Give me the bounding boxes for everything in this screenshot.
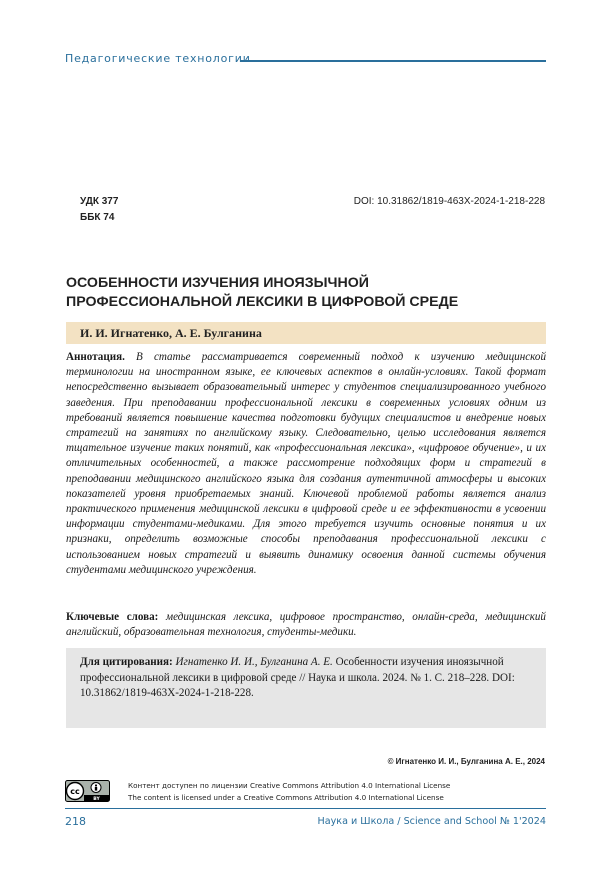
abstract-label: Аннотация. bbox=[66, 351, 125, 363]
license-en: The content is licensed under a Creative Commons Attribution 4.0 International License bbox=[128, 793, 444, 802]
abstract-text: В статье рассматривается современный подход к изучению медицинской терминологии на иностранном языке, ее ключевых аспектов в онлайн-условиях. Такой формат непосредственно вызывает образовательный интерес у студентов специализированного учебного заведения. При преподавании профессиональной лексики в современных условиях одним из требований является повышение качества подготовки будущих специалистов и внедрение новых стратегий на занятиях по английскому языку. Следовательно, целью исследования является тщательное изучение таких понятий, как «профессиональная лексика», «цифровое обучение», и их отличительных особенностей, а также рассмотрение подходящих форм и стратегий в преподавании медицинского английского языка для создания аутентичной атмосферы и высоких показателей уровня приобретаемых знаний. Ключевой проблемой работы является анализ практического применения медицинской лексики в цифровой среде и ее эффективности в усвоении информации студентами-медиками. Для этого требуется изучить основные понятия и их признаки, определить возможные способы преподавания профессиональной лексики с использованием новых стратегий и выявить динамику освоения данной системы обучения студентами медицинского учреждения. bbox=[66, 351, 546, 576]
bbk-code: ББК 74 bbox=[80, 212, 115, 223]
citation bbox=[80, 655, 536, 702]
doi[interactable]: DOI: 10.31862/1819-463X-2024-1-218-228 bbox=[353, 196, 545, 207]
page-number: 218 bbox=[65, 815, 86, 828]
section-tag: Педагогические технологии bbox=[65, 52, 251, 65]
copyright: © Игнатенко И. И., Булганина А. Е., 2024 bbox=[387, 757, 545, 766]
cc-by-license-icon[interactable] bbox=[65, 780, 110, 802]
license-ru: Контент доступен по лицензии Creative Commons Attribution 4.0 International License bbox=[128, 781, 451, 790]
footer-rule bbox=[65, 808, 546, 809]
citation-authors: Игнатенко И. И., Булганина А. Е. bbox=[175, 656, 333, 668]
title-line-2: ПРОФЕССИОНАЛЬНОЙ ЛЕКСИКИ В ЦИФРОВОЙ СРЕДЕ bbox=[66, 294, 459, 310]
keywords bbox=[66, 610, 546, 640]
title-line-1: ОСОБЕННОСТИ ИЗУЧЕНИЯ ИНОЯЗЫЧНОЙ bbox=[66, 275, 369, 291]
journal-name: Наука и Школа / Science and School № 1'2024 bbox=[317, 816, 546, 827]
section-rule bbox=[240, 60, 546, 62]
abstract bbox=[66, 350, 546, 578]
citation-text: Особенности изучения иноязычной профессиональной лексики в цифровой среде // Наука и школа. 2024. № 1. С. 218–228. DOI: 10.31862/1819-463X-2024-1-218-228. bbox=[80, 656, 515, 700]
citation-label: Для цитирования: bbox=[80, 656, 173, 668]
cc-text: cc bbox=[70, 787, 80, 796]
by-text: BY bbox=[93, 797, 100, 802]
keywords-text: медицинская лексика, цифровое пространство, онлайн-среда, медицинский английский, образовательная технология, студенты-медики. bbox=[66, 611, 546, 639]
udk-code: УДК 377 bbox=[80, 196, 119, 207]
article-title bbox=[66, 274, 536, 312]
keywords-label: Ключевые слова: bbox=[66, 611, 159, 623]
authors: И. И. Игнатенко, А. Е. Булганина bbox=[80, 326, 262, 340]
